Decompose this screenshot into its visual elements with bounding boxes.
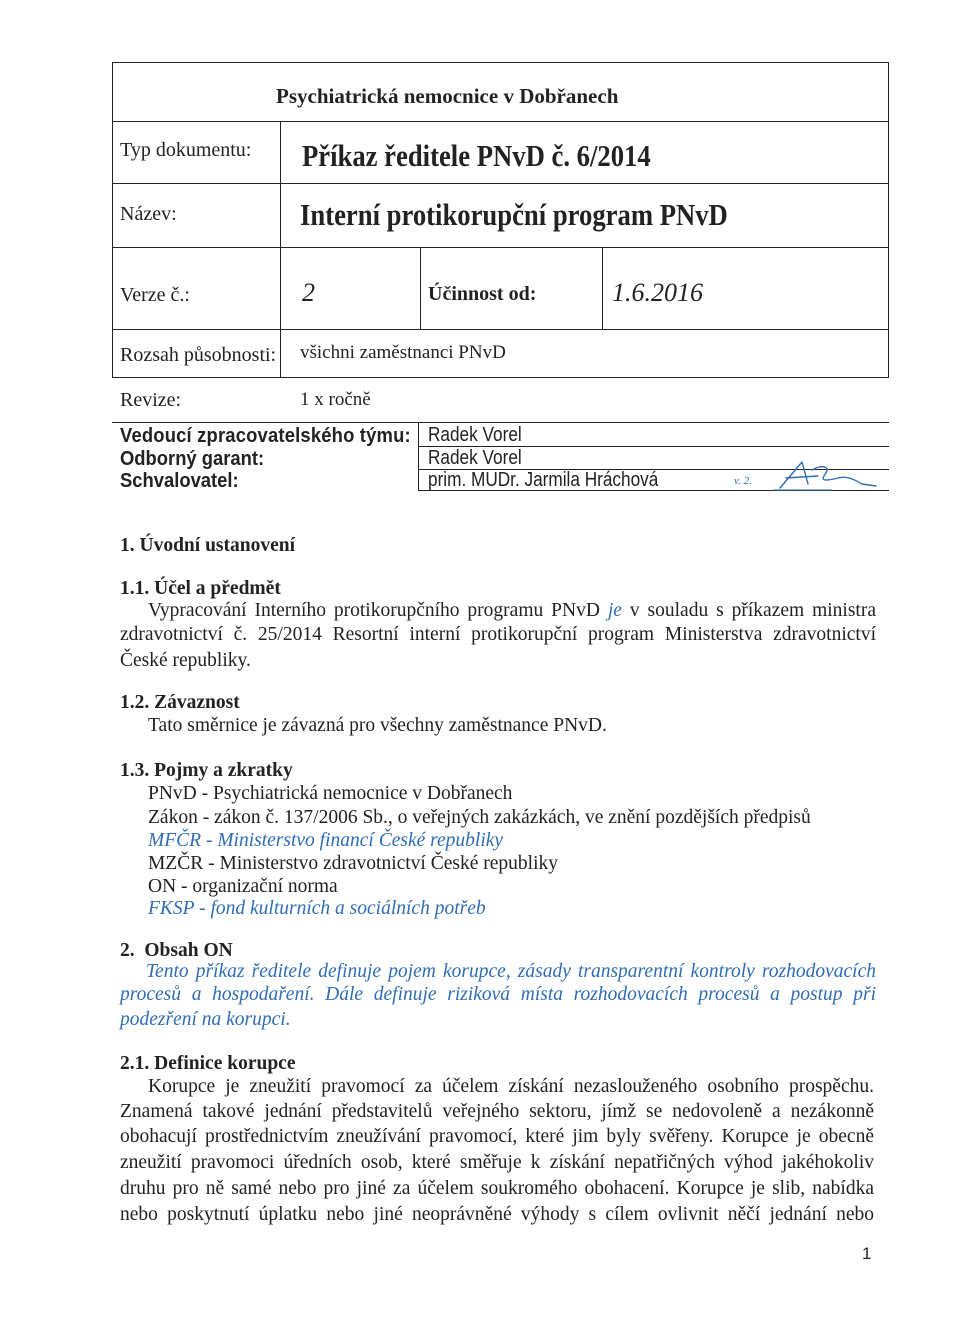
- version-value: 2: [302, 278, 315, 307]
- signature-image: [772, 456, 878, 496]
- section-2-line-3: podezření na korupci.: [120, 1009, 291, 1030]
- revision-label: Revize:: [120, 389, 182, 411]
- section-2-1-line-3: obohacují prostřednictvím zneužívání pravomocí, které jim byly svěřeny. Korupce je obecně: [120, 1126, 874, 1147]
- team-lead-value: [428, 424, 537, 447]
- scope-label: Rozsah působnosti:: [120, 344, 277, 366]
- text-fragment: Vypracování Interního protikorupčního programu PNvD: [148, 600, 600, 621]
- section-2-heading: 2. Obsah ON: [120, 940, 233, 961]
- section-1-1-line-3: České republiky.: [120, 650, 251, 671]
- row-divider: [112, 121, 889, 122]
- guarantor-label-text: Odborný garant:: [120, 448, 265, 470]
- guarantor-label: [120, 448, 277, 471]
- section-1-3-heading: 1.3. Pojmy a zkratky: [120, 760, 293, 781]
- guarantor-value-text: Radek Vorel: [428, 447, 522, 469]
- scope-value: všichni zaměstnanci PNvD: [300, 342, 506, 363]
- approver-value: [428, 469, 696, 492]
- doc-type-value: [302, 138, 707, 174]
- table-border-top: [112, 62, 889, 63]
- team-lead-label-text: Vedoucí zpracovatelského týmu:: [120, 425, 411, 447]
- section-1-1-line-2: zdravotnictví č. 25/2014 Resortní interní protikorupční program Ministerstva zdravotnictví: [120, 624, 876, 645]
- row-divider: [112, 329, 889, 330]
- text-fragment: v souladu s příkazem ministra: [629, 600, 876, 621]
- approver-value-text: prim. MUDr. Jarmila Hráchová: [428, 469, 659, 491]
- effective-value: 1.6.2016: [612, 278, 703, 307]
- section-2-line-1: Tento příkaz ředitele definuje pojem korupce, zásady transparentní kontroly rozhodovacích: [146, 961, 876, 982]
- row-divider: [112, 377, 889, 378]
- section-2-1-line-6: nebo poskytnutí úplatku nebo jiné neoprávněné výhody s cílem ovlivnit něčí jednání nebo: [120, 1204, 874, 1225]
- effective-label: Účinnost od:: [428, 283, 537, 305]
- name-value-text: Interní protikorupční program PNvD: [300, 197, 728, 232]
- section-2-1-line-4: zneužití pravomoci úředních osob, které směřuje k získání nepatřičných výhod jakéhokoliv: [120, 1152, 874, 1173]
- section-1-1-line-1: [148, 600, 876, 622]
- term-item: Zákon - zákon č. 137/2006 Sb., o veřejných zakázkách, ve znění pozdějších předpisů: [148, 807, 811, 828]
- term-item: PNvD - Psychiatrická nemocnice v Dobřanech: [148, 783, 513, 804]
- team-lead-label: [120, 425, 436, 448]
- team-lead-value-text: Radek Vorel: [428, 424, 522, 446]
- column-divider: [602, 247, 603, 329]
- approver-label-text: Schvalovatel:: [120, 470, 239, 492]
- term-item: FKSP - fond kulturních a sociálních potřeb: [148, 898, 486, 919]
- section-2-1-line-2: Znamená takové jednání představitelů veřejného sektoru, jímž se nedovoleně a nezákonně: [120, 1101, 874, 1122]
- term-item: ON - organizační norma: [148, 876, 338, 897]
- approver-label: [120, 470, 249, 493]
- section-1-1-heading: 1.1. Účel a předmět: [120, 578, 281, 599]
- section-2-1-line-1: Korupce je zneužití pravomocí za účelem získání nezaslouženého osobního prospěchu.: [148, 1076, 874, 1097]
- page-number: 1: [862, 1244, 872, 1263]
- revision-value: 1 x ročně: [300, 389, 371, 410]
- term-item: MFČR - Ministerstvo financí České republiky: [148, 830, 504, 851]
- section-2-line-2: procesů a hospodaření. Dále definuje riziková místa rozhodovacích procesů a postup při: [120, 984, 876, 1005]
- institution-name: Psychiatrická nemocnice v Dobřanech: [276, 84, 619, 108]
- handwritten-insert: je: [607, 600, 622, 621]
- row-divider: [112, 422, 889, 423]
- column-divider: [280, 121, 281, 377]
- name-label: Název:: [120, 203, 177, 225]
- section-1-2-text: Tato směrnice je závazná pro všechny zaměstnance PNvD.: [148, 715, 607, 736]
- section-1-2-heading: 1.2. Závaznost: [120, 692, 240, 713]
- row-divider: [112, 247, 889, 248]
- doc-type-value-text: Příkaz ředitele PNvD č. 6/2014: [302, 138, 651, 173]
- section-2-1-line-5: druhu pro ně samé nebo pro jiné za účelem soukromého obohacení. Korupce je slib, nabídka: [120, 1178, 874, 1199]
- section-2-1-heading: 2.1. Definice korupce: [120, 1053, 296, 1074]
- row-divider: [112, 183, 889, 184]
- term-item: MZČR - Ministerstvo zdravotnictví České republiky: [148, 853, 558, 874]
- section-1-heading: 1. Úvodní ustanovení: [120, 535, 296, 556]
- doc-type-label: Typ dokumentu:: [120, 139, 252, 161]
- column-divider: [420, 247, 421, 329]
- approver-handwritten-note: v. 2.: [734, 475, 752, 487]
- guarantor-value: [428, 447, 537, 470]
- version-label: Verze č.:: [120, 284, 190, 306]
- name-value: [300, 197, 797, 233]
